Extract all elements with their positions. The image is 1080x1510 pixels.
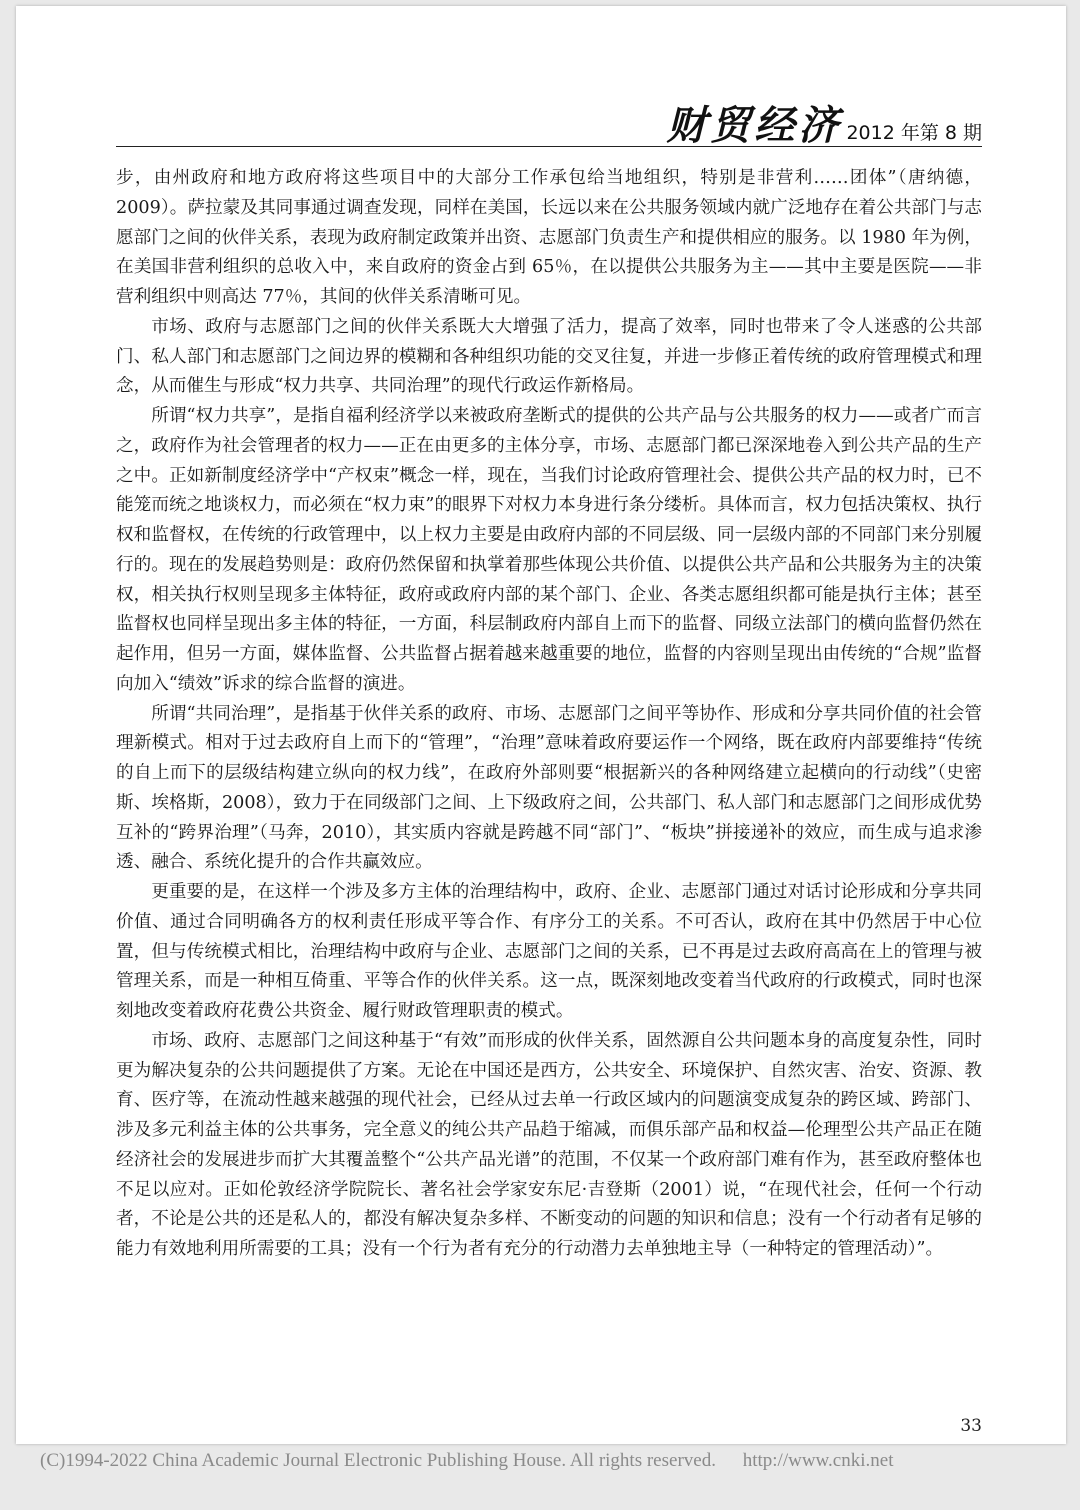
copyright-footer	[40, 1450, 1060, 1472]
journal-issue: 2012 年第 8 期	[846, 122, 982, 144]
paragraph-2: 市场、政府与志愿部门之间的伙伴关系既大大增强了活力，提高了效率，同时也带来了令人迷惑的公共部门、私人部门和志愿部门之间边界的模糊和各种组织功能的交叉往复，并进一步修正着传统的政府管理模式和理念，从而催生与形成“权力共享、共同治理”的现代行政运作新格局。	[116, 316, 982, 397]
journal-masthead	[666, 94, 982, 151]
paragraph-6: 市场、政府、志愿部门之间这种基于“有效”而形成的伙伴关系，固然源自公共问题本身的高度复杂性，同时更为解决复杂的公共问题提供了方案。无论在中国还是西方，公共安全、环境保护、自然灾害、治安、资源、教育、医疗等，在流动性越来越强的现代社会，已经从过去单一行政区域内的问题演变成复杂的跨区域、跨部门、涉及多元利益主体的公共事务，完全意义的纯公共产品趋于缩减，而俱乐部产品和权益—伦理型公共产品正在随经济社会的发展进步而扩大其覆盖整个“公共产品光谱”的范围，不仅某一个政府部门难有作为，甚至政府整体也不足以应对。正如伦敦经济学院院长、著名社会学家安东尼·吉登斯（2001）说，“在现代社会，任何一个行动者，不论是公共的还是私人的，都没有解决复杂多样、不断变动的问题的知识和信息；没有一个行动者有足够的能力有效地利用所需要的工具；没有一个行为者有充分的行动潜力去单独地主导（一种特定的管理活动）”。	[116, 1030, 982, 1259]
cnki-site-link[interactable]: http://www.cnki.net	[742, 1450, 894, 1471]
copyright-text: (C)1994-2022 China Academic Journal Electronic Publishing House. All rights reserved.	[40, 1450, 716, 1471]
article-body	[116, 164, 982, 1265]
paragraph-1: 步，由州政府和地方政府将这些项目中的大部分工作承包给当地组织，特别是非营利……团体”（唐纳德，2009）。萨拉蒙及其同事通过调查发现，同样在美国，长远以来在公共服务领域内就广泛地存在着公共部门与志愿部门之间的伙伴关系，表现为政府制定政策并出资、志愿部门负责生产和提供相应的服务。以 1980 年为例，在美国非营利组织的总收入中，来自政府的资金占到 65％，在以提供公共服务为主——其中主要是医院——非营利组织中则高达 77％，其间的伙伴关系清晰可见。	[116, 168, 982, 307]
running-header	[116, 94, 982, 149]
page-number: 33	[960, 1416, 982, 1436]
journal-page	[16, 6, 1066, 1444]
paragraph-5: 更重要的是，在这样一个涉及多方主体的治理结构中，政府、企业、志愿部门通过对话讨论形成和分享共同价值、通过合同明确各方的权利责任形成平等合作、有序分工的关系。不可否认，政府在其中仍然居于中心位置，但与传统模式相比，治理结构中政府与企业、志愿部门之间的关系，已不再是过去政府高高在上的管理与被管理关系，而是一种相互倚重、平等合作的伙伴关系。这一点，既深刻地改变着当代政府的行政模式，同时也深刻地改变着政府花费公共资金、履行财政管理职责的模式。	[116, 882, 982, 1021]
header-rule	[116, 146, 982, 147]
paragraph-3: 所谓“权力共享”，是指自福利经济学以来被政府垄断式的提供的公共产品与公共服务的权力——或者广而言之，政府作为社会管理者的权力——正在由更多的主体分享，市场、志愿部门都已深深地卷入到公共产品的生产之中。正如新制度经济学中“产权束”概念一样，现在，当我们讨论政府管理社会、提供公共产品的权力时，已不能笼而统之地谈权力，而必须在“权力束”的眼界下对权力本身进行条分缕析。具体而言，权力包括决策权、执行权和监督权，在传统的行政管理中，以上权力主要是由政府内部的不同层级、同一层级内部的不同部门来分别履行的。现在的发展趋势则是：政府仍然保留和执掌着那些体现公共价值、以提供公共产品和公共服务为主的决策权，相关执行权则呈现多主体特征，政府或政府内部的某个部门、企业、各类志愿组织都可能是执行主体；甚至监督权也同样呈现出多主体的特征，一方面，科层制政府内部自上而下的监督、同级立法部门的横向监督仍然在起作用，但另一方面，媒体监督、公共监督占据着越来越重要的地位，监督的内容则呈现出由传统的“合规”监督向加入“绩效”诉求的综合监督的演进。	[116, 406, 982, 694]
journal-name: 财贸经济	[666, 102, 843, 149]
paragraph-4: 所谓“共同治理”，是指基于伙伴关系的政府、市场、志愿部门之间平等协作、形成和分享共同价值的社会管理新模式。相对于过去政府自上而下的“管理”，“治理”意味着政府要运作一个网络，既在政府内部要维持“传统的自上而下的层级结构建立纵向的权力线”，在政府外部则要“根据新兴的各种网络建立起横向的行动线”（史密斯、埃格斯，2008），致力于在同级部门之间、上下级政府之间，公共部门、私人部门和志愿部门之间形成优势互补的“跨界治理”（马奔，2010），其实质内容就是跨越不同“部门”、“板块”拼接递补的效应，而生成与追求渗透、融合、系统化提升的合作共赢效应。	[116, 703, 982, 873]
